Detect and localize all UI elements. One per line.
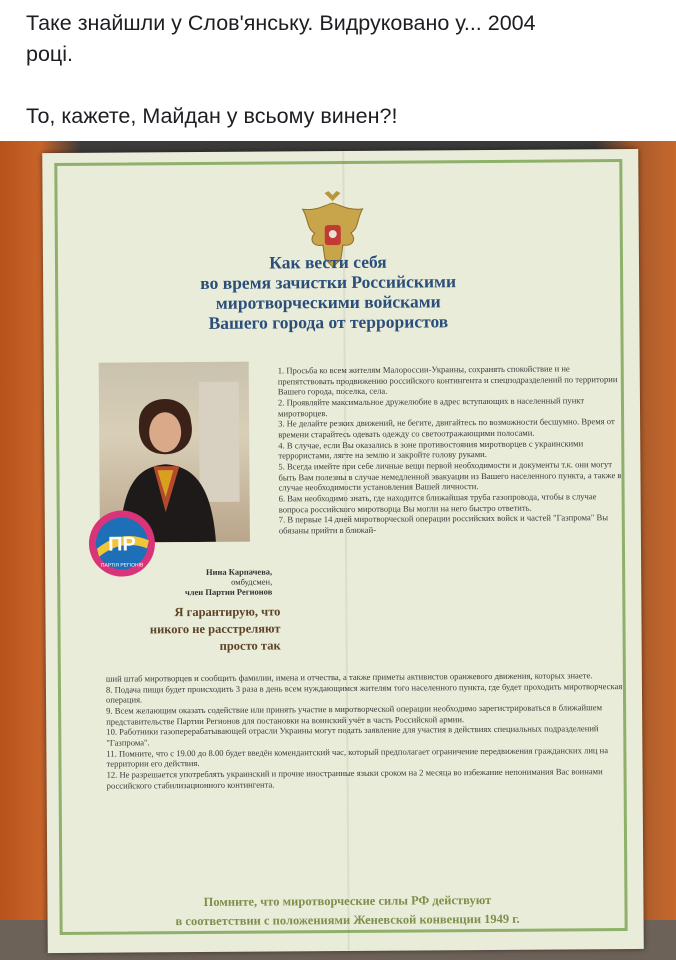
- title-line-3: миротворческими войсками: [215, 291, 441, 313]
- leaflet-title: [163, 251, 494, 333]
- instruction-paragraph: 12. Не разрешается употреблять украинский и прочие иностранные языки сроком на 2 месяца во избежание непонимания Вас воинами российского стабилизационного контингента.: [106, 766, 603, 791]
- logo-subtext: ПАРТІЯ РЕГІОНІВ: [100, 562, 144, 569]
- post-line-1: Таке знайшли у Слов'янську. Видруковано у... 2004: [26, 11, 536, 35]
- leaflet: [42, 149, 644, 953]
- instruction-paragraph: 3. Не делайте резких движений, не бегите, двигайтесь по возможности бесшумно. Время от времени старайтесь одевать одежду со светоотражающими полосами.: [278, 416, 615, 440]
- instruction-paragraph: 11. Помните, что с 19.00 до 8.00 будет введён комендантский час, который предполагает ограничение передвижения гражданских лиц на территории его действия.: [106, 744, 609, 769]
- caption-party: член Партии Регионов: [184, 586, 273, 598]
- title-line-2: во время зачистки Российскими: [200, 271, 457, 293]
- instruction-paragraph: 4. В случае, если Вы оказались в зоне противостояния миротворцев с украинскими террористами, лягте на землю и закройте голову руками.: [278, 437, 584, 461]
- instruction-paragraph: 9. Всем желающим оказать содействие или принять участие в миротворческой операции необходимо зарегистрироваться в ближайшем представительстве Партии Регионов для постановки на воинский учёт в часть Российской армии.: [106, 702, 603, 727]
- instruction-paragraph: 6. Вам необходимо знать, где находится ближайшая труба газопровода, чтобы в случае вопроса российского миротворца Вы могли на него быстро ответить.: [278, 491, 597, 514]
- post-line-3: То, кажете, Майдан у всьому винен?!: [26, 104, 398, 128]
- guarantee-quote: [105, 603, 280, 655]
- post-line-2: році.: [26, 42, 73, 66]
- caption-name: Нина Карпачева,: [205, 566, 273, 577]
- post-text: [26, 8, 656, 132]
- leaflet-footer: [87, 890, 607, 932]
- instruction-paragraph: 10. Работники газоперерабатывающей отрасли Украины могут подать заявление для участия в действиях специальных подразделений "Газпрома".: [106, 723, 599, 748]
- instructions-full-width: [106, 670, 629, 791]
- caption-role: омбудсмен,: [231, 576, 273, 587]
- guarantee-line-1: Я гарантирую, что: [174, 604, 281, 620]
- post-photo[interactable]: [0, 141, 676, 960]
- instruction-paragraph: 8. Подача пищи будет происходить 3 раза в день всем нуждающимся жителям того населенного пункта, где будет проходить миротворческая операция.: [105, 680, 623, 705]
- instructions-right-column: [278, 363, 627, 536]
- guarantee-line-3: просто так: [219, 638, 281, 653]
- footer-line-2: в соответствии с положениями Женевской конвенции 1949 г.: [175, 911, 520, 929]
- instruction-paragraph: 7. В первые 14 дней миротворческой операции российских войск и частей "Газпрома" Вы обязаны прийти в ближай-: [278, 512, 609, 536]
- instruction-paragraph: 1. Просьба ко всем жителям Малороссии-Украины, сохранять спокойствие и не препятствовать продвижению российского контингента и спецподразделений по территории Вашего города, поселка, села.: [277, 363, 618, 397]
- footer-line-1: Помните, что миротворческие силы РФ действуют: [203, 892, 492, 909]
- instruction-paragraph: ший штаб миротворцев и сообщить фамилии, имена и отчества, а также приметы активистов оранжевого движения, которых знаете.: [105, 670, 593, 684]
- title-line-1: Как вести себя: [269, 251, 387, 273]
- logo-letters: ПР: [108, 533, 136, 556]
- instruction-paragraph: 2. Проявляйте максимальное дружелюбие в адрес вступающих в населенный пункт миротворцев.: [277, 395, 585, 419]
- title-line-4: Вашего города от террористов: [208, 311, 449, 333]
- guarantee-line-2: никого не расстреляют: [149, 621, 281, 637]
- instruction-paragraph: 5. Всегда имейте при себе личные вещи первой необходимости и документы т.к. они могут быть Вам полезны в случае немедленной эвакуации из Вашего населенного пункта, а также в случае необходимости установления Вашей личности.: [278, 459, 622, 493]
- portrait-caption: [137, 566, 272, 597]
